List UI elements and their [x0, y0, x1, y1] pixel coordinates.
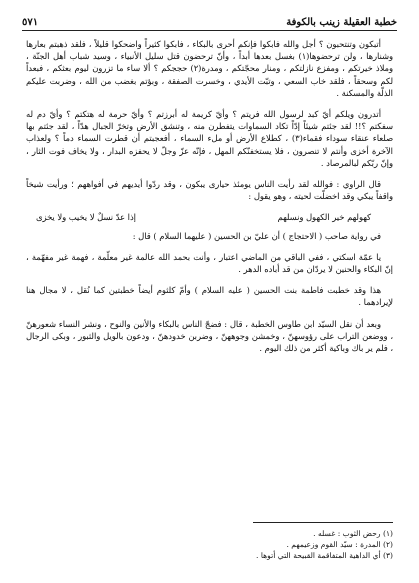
footnote-divider	[253, 522, 393, 523]
paragraph: قال الراوي : فوالله لقد رأيت الناس يومئذ حيارى يبكون ، وقد ردّوا أيديهم في أفواههم ؛ ورأيت شيخاً واقفاً يبكي وقد اخضلّت لحيته ، وهو يقول :	[26, 179, 393, 202]
footnote: (٢) المدرة : سيّد القوم وزعيمهم .	[286, 540, 393, 549]
paragraph: أتدرون ويلكم أيّ كبد لرسول الله فريتم ؟ وأيّ كريمة له أبرزتم ؟ وأيّ حرمة له هتكتم ؟ وأيّ دم له سفكتم ؟!! لقد جئتم شيئاً إدّاً تكاد السماوات يتفطرن منه ، وتنشق الأرض وتخرّ الجبال هدّاً ، لقد جئتم بها صلعاء عنقاء سوداء فقماء(٣) ، كطلاع الأرض أو ملء السماء ، أفعجبتم أن قطرت السماء دماً ؟ ولعذاب الآخرة أخزى وأنتم لا تنصرون ، فلا يستخفنّكم المهل ، فإنّه عزّ وجلّ لا يحفزه البدار ، ولا يخاف فوت الثار ، وإنّ ربّكم لبالمرصاد .	[26, 109, 393, 168]
page-number: ٥٧١	[22, 17, 39, 28]
paragraph: أتبكون وتنتحبون ؟ أجل والله فابكوا فإنكم أحرى بالبكاء ، فابكوا كثيراً واضحكوا قليلاً ، فلقد ذهبتم بعارها وشنارها ، ولن ترحضوها(١) بغسل بعدها أبداً ، وأنّ ترحضون قتل سليل الأنبياء ، وسيد شباب أهل الجنّة ، وملاذ خيرتكم ، ومفزع نازلتكم ، ومنار محجّتكم ، ومدرة(٢) حججكم ؟ ألا ساء ما تزرون ليوم بعثكم ، فبعداً لكم وسحقاً ، فلقد خاب السعي ، وتبّت الأيدي ، وخسرت الصفقة ، وبؤتم بغضب من الله ، وضربت عليكم الذلّة والمسكنة .	[26, 39, 393, 98]
verse-first-hemistich: كهولهم خير الكهول ونسلهم	[277, 212, 371, 223]
main-text	[26, 38, 393, 516]
poem-verse	[26, 211, 393, 223]
verse-second-hemistich: إذا عدّ نسلٌ لا يخيب ولا يخزى	[36, 212, 136, 223]
footnotes	[26, 528, 393, 561]
running-header	[22, 8, 397, 28]
paragraph: هذا وقد خطبت فاطمة بنت الحسين ( عليه السلام ) وأمّ كلثوم أيضاً خطبتين كما نُقل ، لا مجال هنا لإيرادهما .	[26, 285, 393, 308]
paragraph: في رواية صاحب ( الاحتجاج ) أن عليّ بن الحسين ( عليهما السلام ) قال :	[132, 230, 381, 241]
footnote: (١) رحض الثوب : غسله .	[313, 529, 393, 538]
book-title: خطبة العقيلة زينب بالكوفة	[286, 17, 397, 28]
footnote: (٣) أي الداهية المتفاقمة القبيحة التي أتوها .	[256, 551, 393, 560]
header-divider	[22, 30, 397, 31]
paragraph: وبعد أن نقل السيّد ابن طاوس الخطبة ، قال : فضجّ الناس بالبكاء والأنين والنوح ، ونشر النساء شعورهنّ ، ووضعن التراب على رؤوسهنّ ، وخمشن وجوههنّ ، وضربن خدودهنّ ، ودعون بالويل والثبور ، وبكى الرجال ، فلم ير باك وباكية أكثر من ذلك اليوم .	[26, 318, 393, 354]
paragraph: يا عمّة اسكتي ، ففي الباقي من الماضي اعتبار ، وأنت بحمد الله عالمة غير معلّمة ، فهمة غير مفهّمة ، إنّ البكاء والحنين لا يردّان من قد أباده الدهر .	[26, 251, 393, 275]
